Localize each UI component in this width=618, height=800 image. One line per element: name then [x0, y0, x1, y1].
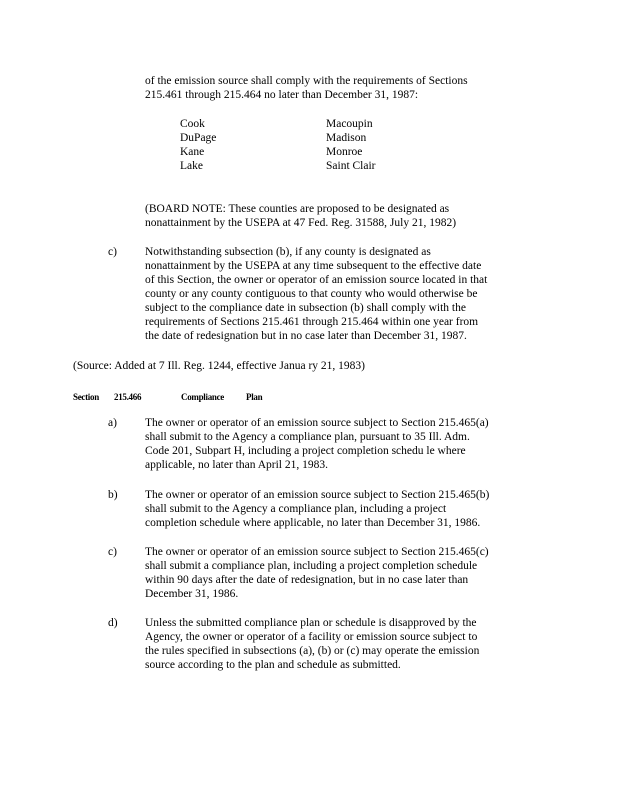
item-paragraph [145, 616, 479, 672]
county-right: Monroe [326, 146, 363, 158]
subsection-line: of this Section, the owner or operator of an emission source located in that [145, 274, 488, 286]
subsection-line: county or any county contiguous to that county who would otherwise be [145, 288, 478, 300]
board-note-line: nonattainment by the USEPA at 47 Fed. Reg. 31588, July 21, 1982) [145, 217, 457, 229]
county-left: Cook [180, 118, 205, 130]
item-label: d) [108, 617, 118, 629]
item-line: applicable, no later than April 21, 1983. [145, 459, 328, 471]
item-label: a) [108, 417, 117, 429]
item-paragraph [145, 416, 489, 472]
intro-line: of the emission source shall comply with the requirements of Sections [145, 75, 468, 87]
section-label: Section [73, 392, 99, 402]
section-title: Compliance [181, 392, 224, 402]
county-left: Kane [180, 146, 205, 158]
county-right: Madison [326, 132, 367, 144]
subsection-line: subject to the compliance date in subsection (b) shall comply with the [145, 302, 466, 314]
intro-paragraph [145, 74, 468, 102]
county-left: Lake [180, 160, 203, 172]
item-line: the rules specified in subsections (a), (b) or (c) may operate the emission [145, 645, 480, 657]
board-note-line: (BOARD NOTE: These counties are proposed to be designated as [145, 203, 450, 215]
item-line: source according to the plan and schedule as submitted. [145, 659, 401, 671]
board-note [145, 202, 456, 230]
subsection-label: c) [108, 246, 117, 258]
item-line: Agency, the owner or operator of a facility or emission source subject to [145, 631, 478, 643]
item-line: shall submit a compliance plan, including a project completion schedule [145, 560, 478, 572]
subsection-c-paragraph [145, 245, 487, 343]
section-number: 215.466 [114, 392, 142, 402]
source-note: (Source: Added at 7 Ill. Reg. 1244, effective Janua ry 21, 1983) [73, 360, 366, 372]
section-title-word: Plan [246, 392, 263, 402]
item-line: Code 201, Subpart H, including a project completion schedu le where [145, 445, 466, 457]
item-line: shall submit to the Agency a compliance plan, including a project [145, 503, 447, 515]
subsection-line: Notwithstanding subsection (b), if any county is designated as [145, 246, 431, 258]
county-right: Macoupin [326, 118, 373, 130]
subsection-line: nonattainment by the USEPA at any time subsequent to the effective date [145, 260, 482, 272]
item-line: completion schedule where applicable, no later than December 31, 1986. [145, 517, 481, 529]
county-right: Saint Clair [326, 160, 376, 172]
item-line: The owner or operator of an emission source subject to Section 215.465(a) [145, 417, 489, 429]
item-line: The owner or operator of an emission source subject to Section 215.465(b) [145, 489, 490, 501]
intro-line: 215.461 through 215.464 no later than December 31, 1987: [145, 89, 419, 101]
item-line: shall submit to the Agency a compliance plan, pursuant to 35 Ill. Adm. [145, 431, 470, 443]
subsection-line: requirements of Sections 215.461 through 215.464 within one year from [145, 316, 479, 328]
county-left: DuPage [180, 132, 217, 144]
subsection-line: the date of redesignation but in no case later than December 31, 1987. [145, 330, 467, 342]
item-label: c) [108, 546, 117, 558]
item-line: December 31, 1986. [145, 588, 239, 600]
item-line: The owner or operator of an emission source subject to Section 215.465(c) [145, 546, 489, 558]
item-line: within 90 days after the date of redesignation, but in no case later than [145, 574, 469, 586]
item-line: Unless the submitted compliance plan or schedule is disapproved by the [145, 617, 477, 629]
item-label: b) [108, 489, 118, 501]
item-paragraph [145, 488, 489, 530]
item-paragraph [145, 545, 489, 601]
